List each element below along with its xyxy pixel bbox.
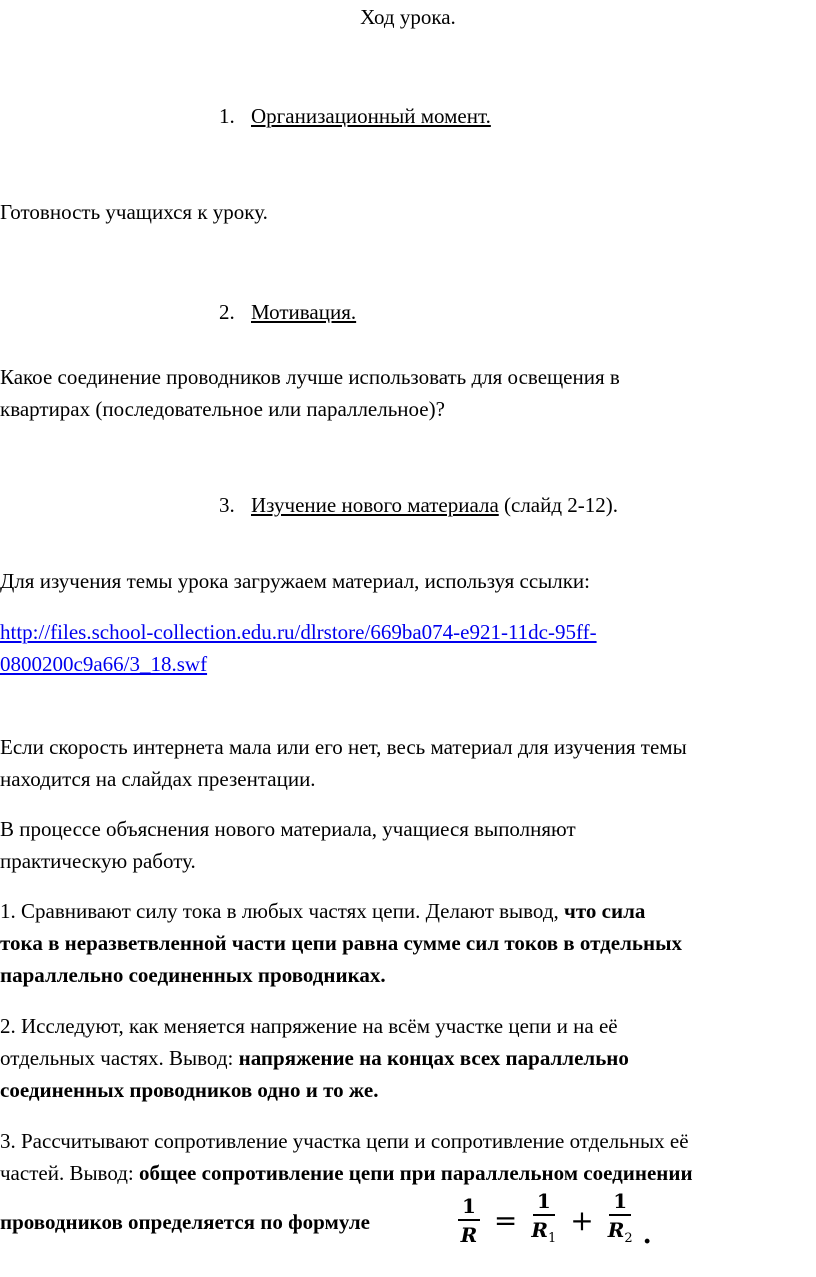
fraction-r1	[531, 1188, 556, 1253]
item3-line-3	[0, 1207, 370, 1237]
variable: R	[607, 1218, 625, 1242]
item1-conclusion: тока в неразветвленной части цепи равна сумме сил токов в отдельных	[0, 931, 682, 955]
practical-line-1: В процессе объяснения нового материала, учащиеся выполняют	[0, 817, 576, 841]
section-title: Изучение нового материала	[251, 493, 499, 517]
item3-conclusion: общее сопротивление цепи при параллельном соединении	[139, 1161, 693, 1185]
equals-sign: =	[493, 1204, 518, 1237]
page-title: Ход урока.	[360, 5, 456, 29]
section-number: 3.	[219, 493, 235, 517]
section-heading-1	[219, 101, 491, 131]
no-internet-line-2: находится на слайдах презентации.	[0, 767, 316, 791]
denominator	[608, 1216, 633, 1253]
item2-line-2	[0, 1043, 629, 1073]
variable: R	[531, 1218, 549, 1242]
resource-link[interactable]: http://files.school-collection.edu.ru/dlrstore/669ba074-e921-11dc-95ff-	[0, 620, 597, 644]
section-title: Организационный момент.	[251, 104, 491, 128]
formula-period: .	[642, 1220, 652, 1250]
item1-line-3	[0, 960, 386, 990]
item1-text: 1. Сравнивают силу тока в любых частях цепи. Делают вывод,	[0, 899, 565, 923]
no-internet-line-1: Если скорость интернета мала или его нет, весь материал для изучения темы	[0, 735, 687, 759]
item1-line-2	[0, 928, 682, 958]
item3-line-1: 3. Рассчитывают сопротивление участка цепи и сопротивление отдельных её	[0, 1129, 689, 1153]
section-number: 1.	[219, 104, 235, 128]
practical-line-2: практическую работу.	[0, 849, 196, 873]
item2-text: отдельных частях. Вывод:	[0, 1046, 239, 1070]
section-heading-2	[219, 297, 356, 327]
section-title: Мотивация.	[251, 300, 357, 324]
motivation-line-1: Какое соединение проводников лучше использовать для освещения в	[0, 365, 620, 389]
numerator: 1	[458, 1193, 480, 1221]
parallel-resistance-formula	[452, 1188, 652, 1253]
item2-line-3	[0, 1075, 378, 1105]
resource-link[interactable]: 0800200c9a66/3_18.swf	[0, 652, 208, 676]
plus-sign: +	[570, 1204, 594, 1237]
resource-link-line-2[interactable]	[0, 649, 207, 679]
section-number: 2.	[219, 300, 235, 324]
subscript: 2	[624, 1231, 633, 1246]
item1-conclusion: что сила	[564, 899, 646, 923]
item2-line-1: 2. Исследуют, как меняется напряжение на всём участке цепи и на её	[0, 1014, 618, 1038]
item2-conclusion: соединенных проводников одно и то же.	[0, 1078, 379, 1102]
item3-line-2	[0, 1158, 693, 1188]
item1-line-1	[0, 896, 645, 926]
denominator: R	[460, 1222, 478, 1247]
fraction-r2	[608, 1188, 633, 1253]
item3-conclusion: проводников определяется по формуле	[0, 1210, 370, 1234]
resource-link-line-1[interactable]	[0, 617, 597, 647]
denominator	[531, 1216, 556, 1253]
section-suffix: (слайд 2-12).	[498, 493, 619, 517]
numerator: 1	[533, 1188, 555, 1216]
item1-conclusion: параллельно соединенных проводниках.	[0, 963, 386, 987]
motivation-line-2: квартирах (последовательное или параллельное)?	[0, 397, 445, 421]
fraction-total	[458, 1193, 480, 1249]
materials-intro: Для изучения темы урока загружаем материал, используя ссылки:	[0, 569, 591, 593]
item2-conclusion: напряжение на концах всех параллельно	[238, 1046, 629, 1070]
section-heading-3	[219, 490, 618, 520]
numerator: 1	[609, 1188, 631, 1216]
subscript: 1	[548, 1231, 557, 1246]
item3-text: частей. Вывод:	[0, 1161, 139, 1185]
readiness-text: Готовность учащихся к уроку.	[0, 200, 268, 224]
